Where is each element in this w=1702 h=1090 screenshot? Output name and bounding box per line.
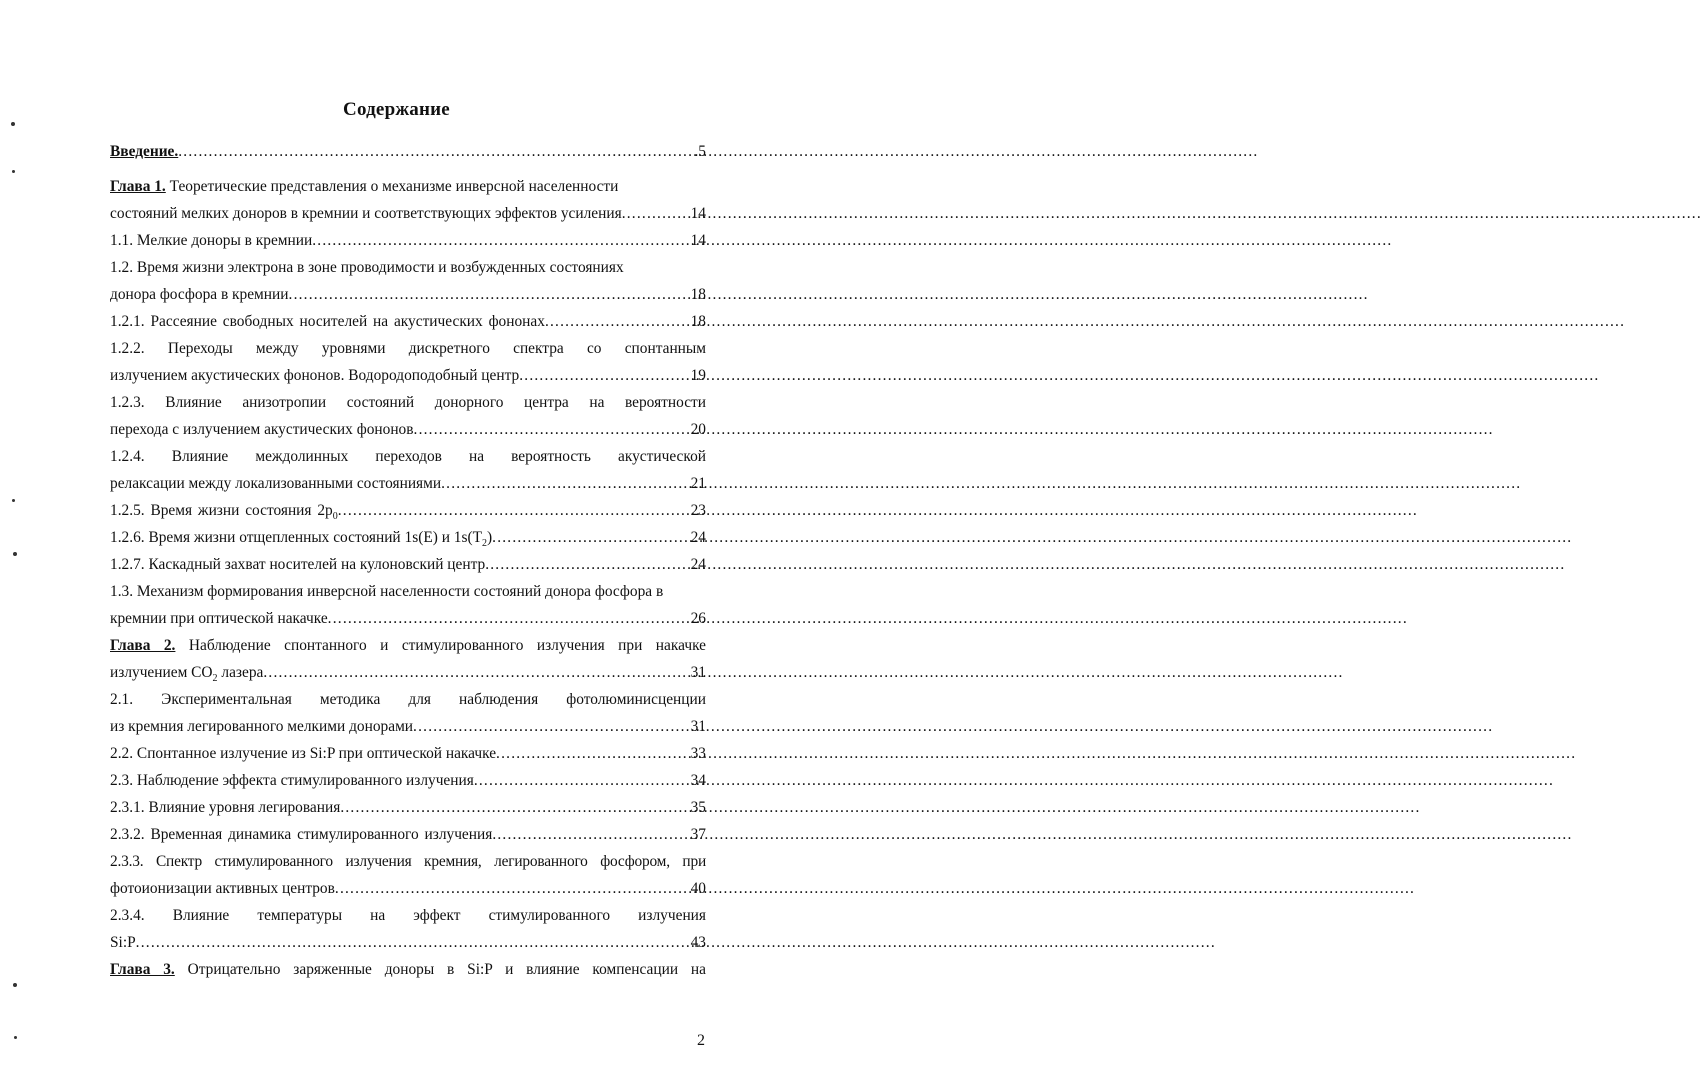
toc-entry-text: 1.2.1. Рассеяние свободных носителей на акустических фононах [110,313,545,330]
toc-entry-1-2-4[interactable] [110,443,706,497]
toc-entry-text: 1.2.7. Каскадный захват носителей на кулоновский центр [110,556,486,573]
dot-leader [178,138,694,165]
dot-leader [338,497,691,524]
toc-entry-text: донора фосфора в кремнии [110,286,289,303]
dot-leader [496,740,691,767]
toc-page-number: 40 [690,880,706,897]
toc-entry-text: из кремния легированного мелкими донорами [110,718,414,735]
toc-entry-2-3-2[interactable] [110,821,706,848]
toc-page-number: 14 [690,205,706,222]
toc-entry-text: 1.3. Механизм формирования инверсной населенности состояний донора фосфора в [110,583,664,600]
dot-leader [492,524,690,551]
toc-entry-1-2-3[interactable] [110,389,706,443]
dot-leader [312,227,690,254]
toc-intro-label: Введение. [110,143,179,160]
dot-leader [328,605,691,632]
toc-page-number: 24 [690,529,706,546]
toc-page-number: 23 [690,502,706,519]
toc-page-number: 34 [690,772,706,789]
dot-leader [474,767,691,794]
toc-entry-chapter-3[interactable] [110,956,706,983]
toc-entry-1-2-7[interactable] [110,551,706,578]
toc-page-number: 31 [690,664,706,681]
toc-page-number: 35 [690,799,706,816]
toc-entry-text: состояний мелких доноров в кремнии и соответствующих эффектов усиления [110,205,622,222]
toc-page-number: 19 [690,367,706,384]
toc-entry-text: Отрицательно заряженные доноры в Si:P и влияние компенсации на [174,961,706,978]
toc-entry-text: 1.2.3. Влияние анизотропии состояний донорного центра на вероятности [110,394,706,411]
toc-entry-text: 1.2.5. Время жизни состояния $2p_0$ [110,502,338,523]
chapter-label: Глава 3. [110,961,175,978]
dot-leader [622,200,691,227]
toc-entry-text: 1.2.2. Переходы между уровнями дискретного спектра со спонтанным [110,340,706,357]
scan-speck [14,1036,17,1039]
toc-entry-text: фотоионизации активных центров [110,880,335,897]
page-number: 2 [697,1032,705,1049]
dot-leader [289,281,691,308]
toc-page-number: .5 [694,143,706,160]
toc-page-number: 26 [690,610,706,627]
toc-entry-1-2-1[interactable] [110,308,706,335]
toc-entry-text: 2.3. Наблюдение эффекта стимулированного излучения [110,772,474,789]
toc-entry-text: 1.2. Время жизни электрона в зоне проводимости и возбужденных состояниях [110,259,624,276]
toc-entry-chapter-2[interactable] [110,632,706,686]
toc-entry-2-3-4[interactable] [110,902,706,956]
toc-entry-2-1[interactable] [110,686,706,740]
toc-entry-text: Наблюдение спонтанного и стимулированного излучения при накачке [175,637,706,654]
toc-entry-text: 1.1. Мелкие доноры в кремнии [110,232,313,249]
toc-entry-text: 2.3.3. Спектр стимулированного излучения кремния, легированного фосфором, при [110,853,706,870]
toc-page-number: 37 [690,826,706,843]
toc-page-number: 43 [690,934,706,951]
chapter-label: Глава 1. [110,178,166,195]
toc-entry-2-3[interactable] [110,767,706,794]
scan-speck [11,122,15,126]
toc-entry-text: 2.3.2. Временная динамика стимулированного излучения [110,826,493,843]
toc-page-number: 21 [690,475,706,492]
dot-leader [414,416,691,443]
toc-entry-1-3[interactable] [110,578,706,632]
toc-entry-text: 2.1. Экспериментальная методика для наблюдения фотолюминисценции [110,691,706,708]
toc-entry-text: 2.3.4. Влияние температуры на эффект стимулированного излучения [110,907,706,924]
toc-page-number: 24 [690,556,706,573]
dot-leader [335,875,691,902]
dot-leader [413,713,691,740]
dot-leader [492,821,690,848]
dot-leader [441,470,691,497]
toc-entry-text: 2.3.1. Влияние уровня легирования [110,799,341,816]
toc-page-number: 18 [690,313,706,330]
toc-entry-text: 1.2.6. Время жизни отщепленных состояний 1s(E) и $1s(T_2)$ [110,529,493,550]
dot-leader [485,551,690,578]
scan-speck [12,499,15,502]
toc-entry-1-2-5[interactable] [110,497,706,524]
toc-entry-text: 2.2. Спонтанное излучение из Si:P при оптической накачке [110,745,497,762]
dot-leader [136,929,691,956]
toc-entry-1-2[interactable] [110,254,706,308]
page-title: Содержание [343,99,450,120]
subscript: 0 [332,511,338,523]
toc-entry-text: релаксации между локализованными состояниями [110,475,442,492]
toc-entry-2-3-1[interactable] [110,794,706,821]
toc-entry-text: Si:P [110,934,136,951]
toc-entry-2-2[interactable] [110,740,706,767]
dot-leader [340,794,690,821]
dot-leader [263,659,690,686]
scan-speck [13,983,17,987]
toc-entry-text: кремнии при оптической накачке [110,610,328,627]
toc-entry-text: перехода с излучением акустических фононов [110,421,414,438]
scan-speck [13,552,17,556]
toc-entry-chapter-1[interactable] [110,173,706,227]
subscript: 2 [482,538,487,550]
toc-entry-1-2-2[interactable] [110,335,706,389]
toc-page-number: 33 [690,745,706,762]
toc-entry-1-1[interactable] [110,227,706,254]
toc-entry-intro[interactable] [110,138,706,165]
chapter-label: Глава 2. [110,637,176,654]
toc-entry-text: 1.2.4. Влияние междолинных переходов на вероятность акустической [110,448,706,465]
subscript: 2 [212,673,218,685]
scan-speck [12,170,15,173]
toc-entry-text: излучением $CO_2$ лазера [110,664,264,685]
toc-page-number: 14 [690,232,706,249]
table-of-contents [110,138,706,983]
toc-page-number: 20 [690,421,706,438]
toc-entry-text: Теоретические представления о механизме инверсной населенности [165,178,619,195]
toc-page-number: 18 [690,286,706,303]
toc-entry-text: излучением акустических фононов. Водородоподобный центр [110,367,520,384]
dot-leader [519,362,690,389]
dot-leader [545,308,691,335]
toc-page-number: 31 [690,718,706,735]
toc-entry-1-2-6[interactable] [110,524,706,551]
toc-entry-2-3-3[interactable] [110,848,706,902]
